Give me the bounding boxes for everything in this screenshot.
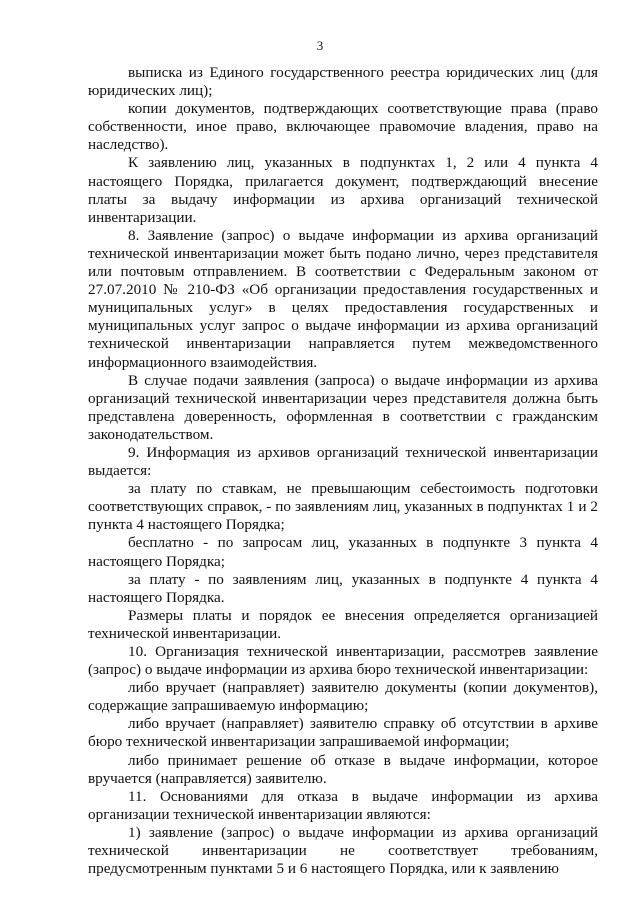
paragraph: либо принимает решение об отказе в выдаче информации, которое вручается (направляется) заявителю. [88, 751, 598, 787]
paragraph: за плату - по заявлениям лиц, указанных в подпункте 4 пункта 4 настоящего Порядка. [88, 570, 598, 606]
paragraph: бесплатно - по запросам лиц, указанных в подпункте 3 пункта 4 настоящего Порядка; [88, 534, 598, 570]
paragraph: 10. Организация технической инвентаризации, рассмотрев заявление (запрос) о выдаче информации из архива бюро технической инвентаризации: [88, 643, 598, 679]
paragraph: либо вручает (направляет) заявителю документы (копии документов), содержащие запрашиваемую информацию; [88, 679, 598, 715]
paragraph: 9. Информация из архивов организаций технической инвентаризации выдается: [88, 443, 598, 480]
page-number: 3 [316, 38, 324, 53]
paragraph: К заявлению лиц, указанных в подпунктах 1, 2 или 4 пункта 4 настоящего Порядка, прилагается документ, подтверждающий внесение платы за выдачу информации из архива организаций технической инвентаризации. [88, 154, 598, 226]
paragraph: Размеры платы и порядок ее внесения определяется организацией технической инвентаризации. [88, 606, 598, 642]
paragraph: копии документов, подтверждающих соответствующие права (право собственности, иное право, включающее правомочие владения, право на наследство). [88, 100, 598, 154]
paragraph: 11. Основаниями для отказа в выдаче информации из архива организации технической инвентаризации являются: [88, 787, 598, 823]
paragraph: за плату по ставкам, не превышающим себестоимость подготовки соответствующих справок, - по заявлениям лиц, указанных в подпунктах 1 и 2 пункта 4 настоящего Порядка; [88, 480, 598, 534]
paragraph: В случае подачи заявления (запроса) о выдаче информации из архива организаций технической инвентаризации через представителя должна быть представлена доверенность, оформленная в соответствии с гражданским законодательством. [88, 371, 598, 443]
paragraph: 8. Заявление (запрос) о выдаче информации из архива организаций технической инвентаризации может быть подано лично, через представителя или почтовым отправлением. В соответствии с Федеральным законом от 27.07.2010 № 210-ФЗ «Об организации предоставления государственных и муниципальных услуг» в целях предоставления государственных и муниципальных услуг запрос о выдаче информации из архива организаций технической инвентаризации направляется путем межведомственного информационного взаимодействия. [88, 226, 598, 371]
document-body [88, 64, 598, 878]
paragraph: либо вручает (направляет) заявителю справку об отсутствии в архиве бюро технической инвентаризации запрашиваемой информации; [88, 715, 598, 751]
paragraph: 1) заявление (запрос) о выдаче информации из архива организаций технической инвентаризации не соответствует требованиям, предусмотренным пунктами 5 и 6 настоящего Порядка, или к заявлению [88, 823, 598, 878]
paragraph: выписка из Единого государственного реестра юридических лиц (для юридических лиц); [88, 64, 598, 100]
